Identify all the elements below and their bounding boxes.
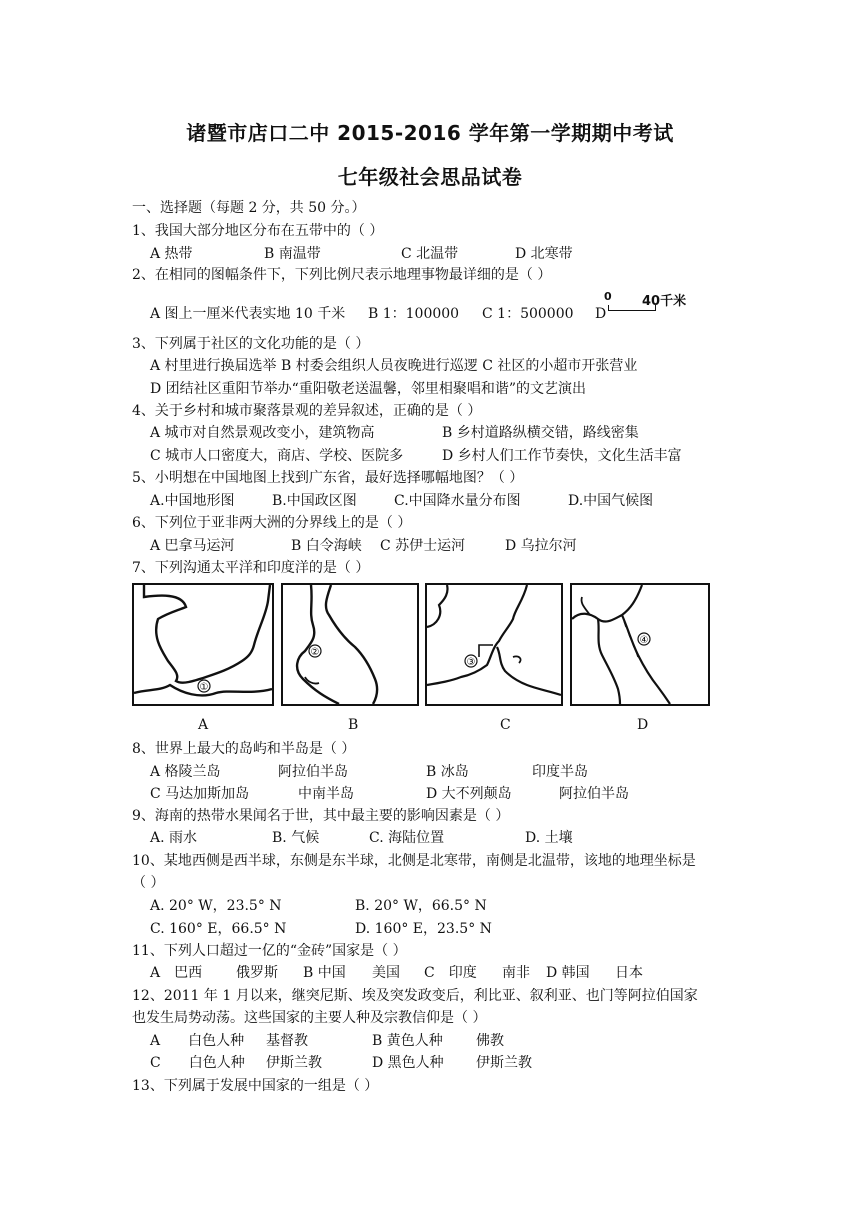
map-mark-3: ③ bbox=[466, 657, 476, 668]
q11-option-b: B 中国 bbox=[303, 965, 346, 981]
question-2-stem: 2、在相同的图幅条件下，下列比例尺表示地理事物最详细的是（ ） bbox=[132, 267, 552, 283]
map-d-coastline bbox=[572, 585, 708, 704]
q12-option-c: C 白色人种 bbox=[150, 1055, 245, 1071]
q5-option-a: A.中国地形图 bbox=[150, 493, 235, 509]
question-13-stem: 13、下列属于发展中国家的一组是（ ） bbox=[132, 1078, 379, 1094]
scale-distance-label: 40千米 bbox=[642, 294, 687, 309]
q8-option-a2: 阿拉伯半岛 bbox=[278, 764, 348, 780]
question-10-stem-cont: （ ） bbox=[132, 875, 165, 891]
question-1-stem: 1、我国大部分地区分布在五带中的（ ） bbox=[132, 223, 384, 239]
q6-option-d: D 乌拉尔河 bbox=[505, 538, 577, 554]
q4-option-d: D 乡村人们工作节奏快，文化生活丰富 bbox=[442, 448, 682, 464]
q8-option-b: B 冰岛 bbox=[426, 764, 469, 780]
q1-option-d: D 北寒带 bbox=[515, 246, 573, 262]
exam-title: 诸暨市店口二中 2015-2016 学年第一学期期中考试 bbox=[186, 121, 674, 145]
q2-option-c: C 1：500000 bbox=[482, 306, 574, 322]
map-label-b: B bbox=[348, 717, 359, 733]
question-11-stem: 11、下列人口超过一亿的“金砖”国家是（ ） bbox=[132, 943, 407, 959]
scale-zero-label: 0 bbox=[604, 290, 612, 303]
q10-option-c: C. 160° E，66.5° N bbox=[150, 921, 287, 937]
q8-option-c: C 马达加斯加岛 bbox=[150, 786, 250, 802]
question-8-stem: 8、世界上最大的岛屿和半岛是（ ） bbox=[132, 741, 356, 757]
q9-option-b: B. 气候 bbox=[272, 830, 320, 846]
q12-option-d2: 伊斯兰教 bbox=[476, 1055, 532, 1071]
q5-option-b: B.中国政区图 bbox=[272, 493, 357, 509]
section-heading: 一、选择题（每题 2 分，共 50 分。） bbox=[132, 200, 366, 216]
map-mark-4: ④ bbox=[639, 635, 649, 646]
q8-option-b2: 印度半岛 bbox=[532, 764, 588, 780]
map-b bbox=[281, 583, 419, 706]
q1-option-c: C 北温带 bbox=[401, 246, 459, 262]
q9-option-c: C. 海陆位置 bbox=[369, 830, 445, 846]
q6-option-c: C 苏伊士运河 bbox=[380, 538, 466, 554]
q11-option-d2: 日本 bbox=[615, 965, 643, 981]
map-label-a: A bbox=[198, 717, 209, 733]
question-5-stem: 5、小明想在中国地图上找到广东省，最好选择哪幅地图？（ ） bbox=[132, 470, 524, 486]
q2-option-d: D bbox=[595, 306, 607, 322]
q10-option-b: B. 20° W，66.5° N bbox=[355, 898, 487, 914]
q10-option-d: D. 160° E，23.5° N bbox=[355, 921, 492, 937]
question-4-stem: 4、关于乡村和城市聚落景观的差异叙述，正确的是（ ） bbox=[132, 403, 482, 419]
q5-option-d: D.中国气候图 bbox=[568, 493, 654, 509]
q3-options-abc: A 村里进行换届选举 B 村委会组织人员夜晚进行巡逻 C 社区的小超市开张营业 bbox=[150, 358, 638, 374]
map-label-c: C bbox=[500, 717, 511, 733]
q8-option-d2: 阿拉伯半岛 bbox=[559, 786, 629, 802]
map-label-d: D bbox=[637, 717, 649, 733]
q11-option-a2: 俄罗斯 bbox=[236, 965, 278, 981]
question-10-stem: 10、某地西侧是西半球，东侧是东半球，北侧是北寒带，南侧是北温带，该地的地理坐标是 bbox=[132, 853, 696, 869]
q3-option-d: D 团结社区重阳节举办“重阳敬老送温馨，邻里相聚唱和谐”的文艺演出 bbox=[150, 381, 586, 397]
question-12-stem-cont: 也发生局势动荡。这些国家的主要人种及宗教信仰是（ ） bbox=[132, 1010, 487, 1026]
q8-option-a: A 格陵兰岛 bbox=[150, 764, 221, 780]
question-7-stem: 7、下列沟通太平洋和印度洋的是（ ） bbox=[132, 560, 370, 576]
scale-line bbox=[608, 305, 656, 311]
q9-option-a: A. 雨水 bbox=[150, 830, 198, 846]
q9-option-d: D. 土壤 bbox=[525, 830, 573, 846]
q4-option-a: A 城市对自然景观改变小，建筑物高 bbox=[150, 425, 375, 441]
map-c-coastline bbox=[427, 585, 561, 704]
map-mark-1: ① bbox=[199, 682, 209, 693]
q11-option-a: A 巴西 bbox=[150, 965, 203, 981]
exam-subtitle: 七年级社会思品试卷 bbox=[337, 165, 523, 189]
q11-option-c2: 南非 bbox=[502, 965, 530, 981]
q12-option-a2: 基督教 bbox=[266, 1033, 308, 1049]
q2-option-a: A 图上一厘米代表实地 10 千米 bbox=[150, 306, 346, 322]
map-a-coastline bbox=[134, 585, 272, 704]
question-6-stem: 6、下列位于亚非两大洲的分界线上的是（ ） bbox=[132, 515, 412, 531]
q11-option-b2: 美国 bbox=[372, 965, 400, 981]
q4-option-c: C 城市人口密度大，商店、学校、医院多 bbox=[150, 448, 404, 464]
q10-option-a: A. 20° W，23.5° N bbox=[150, 898, 282, 914]
map-c bbox=[425, 583, 563, 706]
question-3-stem: 3、下列属于社区的文化功能的是（ ） bbox=[132, 336, 370, 352]
q8-option-c2: 中南半岛 bbox=[298, 786, 354, 802]
question-9-stem: 9、海南的热带水果闻名于世，其中最主要的影响因素是（ ） bbox=[132, 808, 510, 824]
q8-option-d: D 大不列颠岛 bbox=[426, 786, 512, 802]
q11-option-c: C 印度 bbox=[424, 965, 477, 981]
q1-option-a: A 热带 bbox=[150, 246, 193, 262]
q12-option-c2: 伊斯兰教 bbox=[266, 1055, 322, 1071]
map-a bbox=[132, 583, 274, 706]
q12-option-b2: 佛教 bbox=[476, 1033, 504, 1049]
map-mark-2: ② bbox=[310, 647, 320, 658]
q12-option-b: B 黄色人种 bbox=[372, 1033, 443, 1049]
q1-option-b: B 南温带 bbox=[264, 246, 321, 262]
q4-option-b: B 乡村道路纵横交错，路线密集 bbox=[442, 425, 639, 441]
q12-option-a: A 白色人种 bbox=[150, 1033, 245, 1049]
question-12-stem: 12、2011 年 1 月以来，继突尼斯、埃及突发政变后，利比亚、叙利亚、也门等阿拉伯国家 bbox=[132, 988, 698, 1004]
q5-option-c: C.中国降水量分布图 bbox=[394, 493, 521, 509]
q12-option-d: D 黑色人种 bbox=[372, 1055, 444, 1071]
map-b-coastline bbox=[283, 585, 417, 704]
q11-option-d: D 韩国 bbox=[546, 965, 590, 981]
q6-option-b: B 白令海峡 bbox=[291, 538, 362, 554]
map-d bbox=[570, 583, 710, 706]
q2-option-b: B 1：100000 bbox=[368, 306, 460, 322]
q6-option-a: A 巴拿马运河 bbox=[150, 538, 235, 554]
